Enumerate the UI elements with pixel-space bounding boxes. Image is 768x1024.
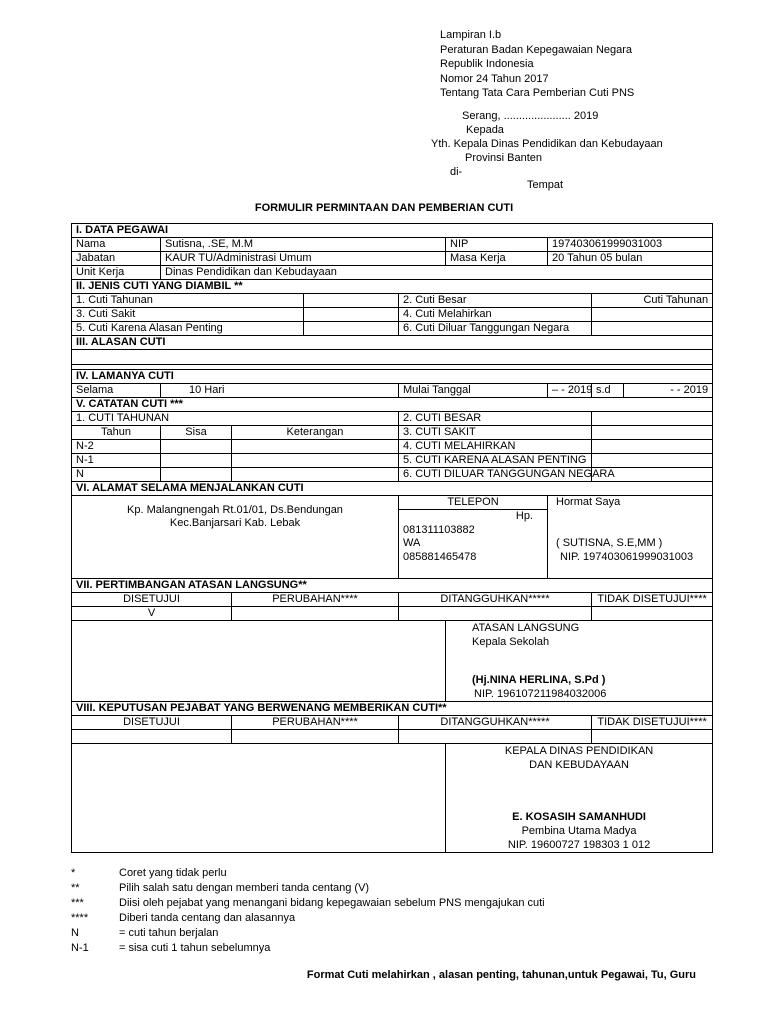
- alasan-cuti-field[interactable]: [72, 350, 713, 365]
- s8-ditangguhkan-header: DITANGGUHKAN*****: [399, 716, 592, 730]
- cuti-diluar-tanggungan-check[interactable]: [592, 322, 713, 336]
- catatan-cuti-alasan-penting-value[interactable]: [592, 454, 713, 468]
- kadis-signature: [446, 744, 713, 853]
- row-n-label: N: [72, 468, 161, 482]
- footnote: [71, 926, 545, 941]
- lampiran-header: [440, 28, 634, 101]
- recipient: Yth. Kepala Dinas Pendidikan dan Kebudayaan: [431, 138, 663, 150]
- section-4-heading: IV. LAMANYA CUTI: [72, 370, 713, 384]
- catatan-cuti-melahirkan-value[interactable]: [592, 440, 713, 454]
- cuti-tahunan-option: 1. Cuti Tahunan: [72, 294, 304, 308]
- s7-disetujui-check[interactable]: V: [72, 607, 232, 621]
- di: di-: [450, 166, 463, 178]
- section-5-heading: V. CATATAN CUTI ***: [72, 398, 713, 412]
- s7-tidak-disetujui-header: TIDAK DISETUJUI****: [592, 593, 713, 607]
- row-n-sisa[interactable]: [161, 468, 232, 482]
- alamat-line-2: Kec.Banjarsari Kab. Lebak: [169, 517, 301, 529]
- footnote-key: *: [71, 867, 76, 879]
- hp-number: 081311103882: [403, 523, 475, 536]
- wa-number: 085881465478: [403, 550, 477, 563]
- cuti-alasan-penting-check[interactable]: [304, 322, 399, 336]
- s7-ditangguhkan-header: DITANGGUHKAN*****: [399, 593, 592, 607]
- kadis-nip: NIP. 19600727 198303 1 012: [507, 839, 651, 851]
- footnote-text: Diisi oleh pejabat yang menangani bidang kepegawaian sebelum PNS mengajukan cuti: [119, 897, 545, 909]
- row-n1-keterangan[interactable]: [232, 454, 399, 468]
- catatan-cuti-diluar-tanggungan: 6. CUTI DILUAR TANGGUNGAN NEGARA: [399, 468, 592, 482]
- footnote: [71, 911, 545, 926]
- cuti-alasan-penting-option: 5. Cuti Karena Alasan Penting: [72, 322, 304, 336]
- section-2-heading: II. JENIS CUTI YANG DIAMBIL **: [72, 280, 713, 294]
- row-n2-keterangan[interactable]: [232, 440, 399, 454]
- footnote: [71, 896, 545, 911]
- row-n1-label: N-1: [72, 454, 161, 468]
- tempat: Tempat: [527, 179, 564, 191]
- catatan-cuti-besar-value[interactable]: [592, 412, 713, 426]
- cuti-diluar-tanggungan-option: 6. Cuti Diluar Tanggungan Negara: [399, 322, 592, 336]
- pemohon-nip: NIP. 197403061999031003: [560, 550, 694, 563]
- masa-kerja-value: 20 Tahun 05 bulan: [548, 252, 713, 266]
- s7-perubahan-check[interactable]: [232, 607, 399, 621]
- header-line: Peraturan Badan Kepegawaian Negara: [440, 43, 633, 56]
- kadis-nama: E. KOSASIH SAMANHUDI: [512, 811, 646, 823]
- keterangan-header: Keterangan: [232, 426, 399, 440]
- s8-disetujui-check[interactable]: [72, 730, 232, 744]
- kadis-jabatan-1: KEPALA DINAS PENDIDIKAN: [504, 745, 654, 757]
- s7-tidak-disetujui-check[interactable]: [592, 607, 713, 621]
- sd-label: s.d: [592, 384, 624, 398]
- s7-perubahan-header: PERUBAHAN****: [232, 593, 399, 607]
- header-line: Nomor 24 Tahun 2017: [440, 72, 549, 85]
- nip-label: NIP: [446, 238, 548, 252]
- kadis-jabatan-2: DAN KEBUDAYAAN: [529, 759, 629, 771]
- footnote-text: Coret yang tidak perlu: [119, 867, 227, 879]
- form-title: FORMULIR PERMINTAAN DAN PEMBERIAN CUTI: [254, 202, 514, 214]
- cuti-sakit-check[interactable]: [304, 308, 399, 322]
- row-n-keterangan[interactable]: [232, 468, 399, 482]
- wa-label: WA: [403, 537, 421, 549]
- header-line: Tentang Tata Cara Pemberian Cuti PNS: [440, 87, 635, 99]
- tahun-header: Tahun: [72, 426, 161, 440]
- alamat-cuti[interactable]: [72, 496, 399, 579]
- s8-disetujui-header: DISETUJUI: [72, 716, 232, 730]
- footnote: [71, 881, 545, 896]
- cuti-melahirkan-option: 4. Cuti Melahirkan: [399, 308, 592, 322]
- footnote: [71, 866, 545, 881]
- s7-notes-area[interactable]: [72, 621, 446, 702]
- kepada: Kepada: [466, 124, 504, 136]
- footnote-key: N-1: [71, 942, 89, 954]
- mulai-tanggal-label: Mulai Tanggal: [399, 384, 548, 398]
- catatan-cuti-besar: 2. CUTI BESAR: [399, 412, 592, 426]
- cuti-sakit-option: 3. Cuti Sakit: [72, 308, 304, 322]
- telepon-value[interactable]: [399, 510, 548, 579]
- unit-kerja-value: Dinas Pendidikan dan Kebudayaan: [161, 266, 713, 280]
- selama-label: Selama: [72, 384, 161, 398]
- catatan-cuti-alasan-penting: 5. CUTI KARENA ALASAN PENTING: [399, 454, 592, 468]
- s8-perubahan-header: PERUBAHAN****: [232, 716, 399, 730]
- footnote-text: = sisa cuti 1 tahun sebelumnya: [119, 942, 271, 954]
- footnote-key: ***: [71, 897, 84, 909]
- atasan-signature: [446, 621, 713, 702]
- place-date: Serang, ...................... 2019: [462, 110, 599, 122]
- masa-kerja-label: Masa Kerja: [446, 252, 548, 266]
- hp-label: Hp.: [515, 510, 533, 522]
- footnotes: [71, 866, 545, 956]
- footnote-text: = cuti tahun berjalan: [119, 927, 219, 939]
- catatan-cuti-melahirkan: 4. CUTI MELAHIRKAN: [399, 440, 592, 454]
- section-1-heading: I. DATA PEGAWAI: [72, 224, 713, 238]
- s8-notes-area[interactable]: [72, 744, 446, 853]
- nama-value: Sutisna, .SE, M.M: [161, 238, 446, 252]
- cuti-besar-check[interactable]: Cuti Tahunan: [592, 294, 713, 308]
- nama-label: Nama: [72, 238, 161, 252]
- footnote-key: N: [71, 927, 79, 939]
- mulai-tanggal-value[interactable]: – - 2019: [548, 384, 592, 398]
- s7-disetujui-header: DISETUJUI: [72, 593, 232, 607]
- cuti-besar-option: 2. Cuti Besar: [399, 294, 592, 308]
- footnote: [71, 941, 545, 956]
- atasan-jabatan-1: ATASAN LANGSUNG: [472, 622, 580, 634]
- kadis-pangkat: Pembina Utama Madya: [521, 825, 637, 837]
- s8-tidak-disetujui-check[interactable]: [592, 730, 713, 744]
- unit-kerja-label: Unit Kerja: [72, 266, 161, 280]
- format-footer: Format Cuti melahirkan , alasan penting, tahunan,untuk Pegawai, Tu, Guru: [306, 969, 696, 981]
- header-line: Republik Indonesia: [440, 58, 534, 70]
- pemohon-signature: [548, 495, 713, 579]
- catatan-cuti-sakit: 3. CUTI SAKIT: [399, 426, 592, 440]
- s8-tidak-disetujui-header: TIDAK DISETUJUI****: [592, 716, 713, 730]
- footnote-text: Pilih salah satu dengan memberi tanda centang (V): [119, 882, 370, 894]
- leave-form-table: [71, 223, 713, 853]
- s8-perubahan-check[interactable]: [232, 730, 399, 744]
- pemohon-nama: ( SUTISNA, S.E,MM ): [556, 537, 663, 549]
- section-8-heading: VIII. KEPUTUSAN PEJABAT YANG BERWENANG MEMBERIKAN CUTI**: [72, 702, 713, 716]
- atasan-nama: (Hj.NINA HERLINA, S.Pd ): [472, 674, 606, 686]
- row-n2-label: N-2: [72, 440, 161, 454]
- footnote-text: Diberi tanda centang dan alasannya: [119, 912, 296, 924]
- catatan-cuti-tahunan: 1. CUTI TAHUNAN: [72, 412, 399, 426]
- catatan-cuti-sakit-value[interactable]: [592, 426, 713, 440]
- header-line: Lampiran I.b: [440, 29, 502, 41]
- section-7-heading: VII. PERTIMBANGAN ATASAN LANGSUNG**: [72, 579, 713, 593]
- jabatan-label: Jabatan: [72, 252, 161, 266]
- atasan-jabatan-2: Kepala Sekolah: [472, 636, 550, 648]
- footnote-key: **: [71, 882, 80, 894]
- section-6-heading: VI. ALAMAT SELAMA MENJALANKAN CUTI: [72, 482, 713, 496]
- sd-value[interactable]: - - 2019: [624, 384, 713, 398]
- atasan-nip: NIP. 196107211984032006: [474, 688, 607, 700]
- sisa-header: Sisa: [161, 426, 232, 440]
- alamat-line-1: Kp. Malangnengah Rt.01/01, Ds.Bendungan: [127, 504, 343, 516]
- durasi-value[interactable]: 10 Hari: [161, 384, 399, 398]
- row-n1-sisa[interactable]: [161, 454, 232, 468]
- nip-value: 197403061999031003: [548, 238, 713, 252]
- hormat-saya: Hormat Saya: [556, 495, 621, 508]
- telepon-header: TELEPON: [399, 496, 548, 510]
- cuti-tahunan-check[interactable]: [304, 294, 399, 308]
- row-n2-sisa[interactable]: [161, 440, 232, 454]
- s8-ditangguhkan-check[interactable]: [399, 730, 592, 744]
- section-3-heading: III. ALASAN CUTI: [72, 336, 713, 350]
- jabatan-value: KAUR TU/Administrasi Umum: [161, 252, 446, 266]
- cuti-melahirkan-check[interactable]: [592, 308, 713, 322]
- s7-ditangguhkan-check[interactable]: [399, 607, 592, 621]
- province: Provinsi Banten: [465, 152, 543, 164]
- footnote-key: ****: [71, 912, 89, 924]
